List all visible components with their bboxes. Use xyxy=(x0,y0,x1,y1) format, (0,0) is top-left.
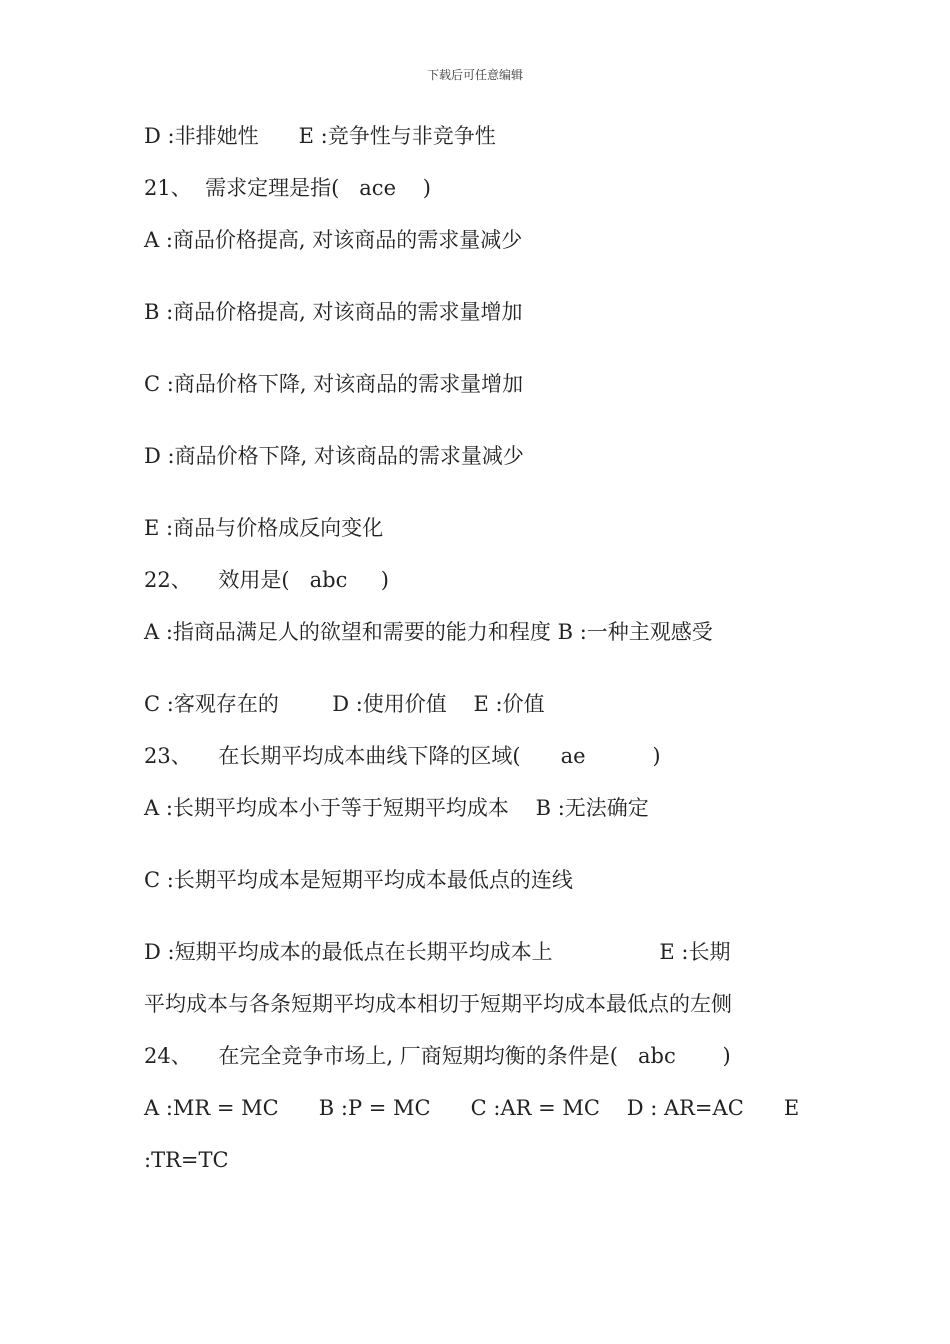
option-line: C :商品价格下降, 对该商品的需求量增加 xyxy=(144,372,524,396)
option-line: D :短期平均成本的最低点在长期平均成本上 E :长期 xyxy=(144,940,731,964)
option-line: D :商品价格下降, 对该商品的需求量减少 xyxy=(144,444,524,468)
option-line: 平均成本与各条短期平均成本相切于短期平均成本最低点的左侧 xyxy=(144,992,732,1016)
question-21: 21、 需求定理是指( ace ) xyxy=(144,176,431,200)
option-line: C :长期平均成本是短期平均成本最低点的连线 xyxy=(144,868,573,892)
question-23: 23、 在长期平均成本曲线下降的区域( ae ) xyxy=(144,744,661,768)
option-line: A :指商品满足人的欲望和需要的能力和程度 B :一种主观感受 xyxy=(144,620,713,644)
option-line: C :客观存在的 D :使用价值 E :价值 xyxy=(144,692,545,716)
option-line: D :非排她性 E :竞争性与非竞争性 xyxy=(144,124,496,148)
option-line: B :商品价格提高, 对该商品的需求量增加 xyxy=(144,300,523,324)
option-line: A :长期平均成本小于等于短期平均成本 B :无法确定 xyxy=(144,796,649,820)
page-header: 下载后可任意编辑 xyxy=(426,68,523,82)
question-22: 22、 效用是( abc ) xyxy=(144,568,389,592)
option-line: :TR=TC xyxy=(144,1148,229,1172)
option-line: A :MR = MC B :P = MC C :AR = MC D : AR=AC E xyxy=(144,1096,800,1120)
question-24: 24、 在完全竞争市场上, 厂商短期均衡的条件是( abc ) xyxy=(144,1044,731,1068)
option-line: E :商品与价格成反向变化 xyxy=(144,516,384,540)
option-line: A :商品价格提高, 对该商品的需求量减少 xyxy=(144,228,523,252)
